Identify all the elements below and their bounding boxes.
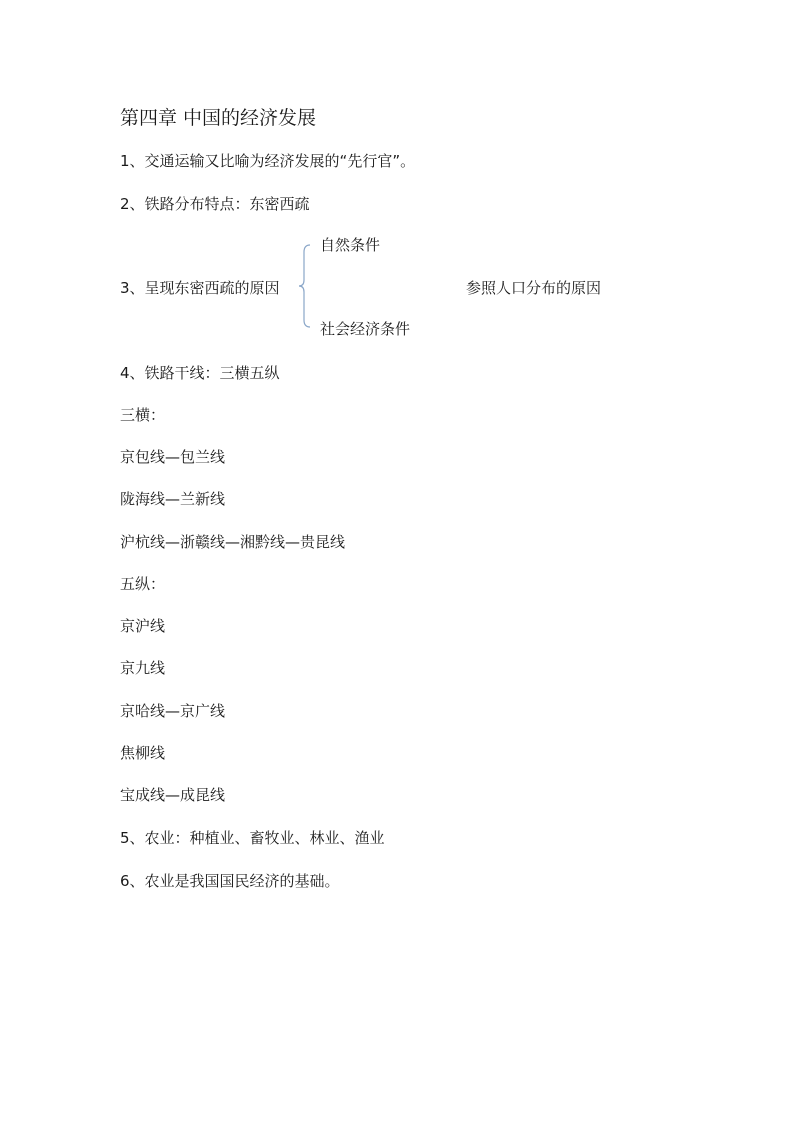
wuzong-line-1: 京沪线 xyxy=(120,617,166,635)
sanheng-line-2: 陇海线—兰新线 xyxy=(120,490,226,508)
population-reference-note: 参照人口分布的原因 xyxy=(466,279,602,297)
reason-diagram xyxy=(0,230,794,340)
brace-bracket xyxy=(298,244,312,328)
item-1: 1、交通运输又比喻为经济发展的“先行官”。 xyxy=(120,152,416,170)
branch-natural-conditions: 自然条件 xyxy=(320,236,381,254)
sanheng-line-3: 沪杭线—浙赣线—湘黔线—贵昆线 xyxy=(120,533,346,551)
sanheng-line-1: 京包线—包兰线 xyxy=(120,448,226,466)
wuzong-line-3: 京哈线—京广线 xyxy=(120,702,226,720)
sanheng-label: 三横： xyxy=(120,406,166,424)
wuzong-line-4: 焦柳线 xyxy=(120,744,166,762)
item-3-label: 3、呈现东密西疏的原因 xyxy=(120,279,280,297)
item-6: 6、农业是我国国民经济的基础。 xyxy=(120,872,340,890)
item-2: 2、铁路分布特点：东密西疏 xyxy=(120,195,310,213)
item-4: 4、铁路干线：三横五纵 xyxy=(120,364,280,382)
branch-socioeconomic-conditions: 社会经济条件 xyxy=(320,320,411,338)
wuzong-line-2: 京九线 xyxy=(120,659,166,677)
item-5: 5、农业：种植业、畜牧业、林业、渔业 xyxy=(120,829,385,847)
wuzong-line-5: 宝成线—成昆线 xyxy=(120,786,226,804)
chapter-title: 第四章 中国的经济发展 xyxy=(120,107,317,129)
wuzong-label: 五纵： xyxy=(120,575,166,593)
